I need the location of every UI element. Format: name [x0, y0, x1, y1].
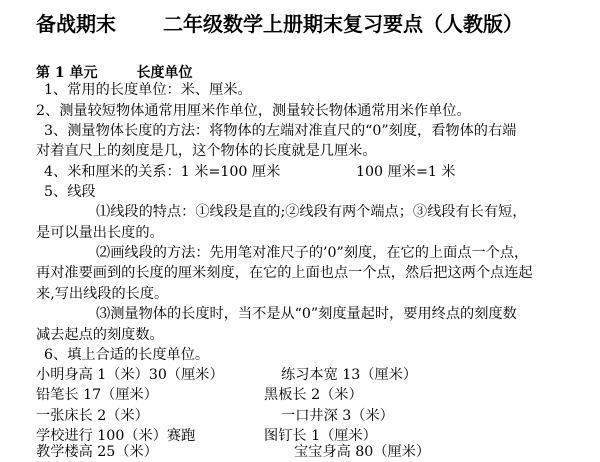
fill-item-right: 宝宝身高 80（厘米）	[294, 444, 431, 460]
fill-item-right: 练习本宽 13（厘米）	[281, 367, 418, 383]
segment-feature-line-2: 是可以量出长度的。	[36, 225, 164, 241]
point-2: 2、测量较短物体通常用厘米作单位，测量较长物体通常用米作单位。	[36, 103, 471, 119]
segment-draw-line-3: 来,写出线段的长度。	[36, 286, 169, 302]
fill-item-right: 一口井深 3（米）	[281, 408, 394, 424]
segment-draw-line-1: ⑵画线段的方法：先用笔对准尺子的’0”刻度，在它的上面点一个点，	[96, 245, 529, 261]
fill-item-right: 图钉长 1（厘米）	[264, 428, 377, 444]
point-3-line-2: 对着直尺上的刻度是几，这个物体的长度就是几厘米。	[36, 143, 377, 159]
segment-draw-line-2: 再对准要画到的长度的厘米刻度，在它的上面也点一个点，然后把这两个点连起	[36, 265, 533, 281]
fill-item-left: 教学楼高 25（米）	[36, 444, 158, 460]
fill-item-left: 铅笔长 17（厘米）	[36, 387, 158, 403]
segment-feature-line-1: ⑴线段的特点：①线段是直的;②线段有两个端点；③线段有长有短，	[96, 204, 527, 220]
measure-line-2: 减去起点的刻度数。	[36, 327, 164, 343]
unit-heading: 第 1 单元 长度单位	[36, 65, 193, 81]
point-4-cm-meter: 100 厘米=1 米	[356, 164, 456, 180]
measure-line-1: ⑶测量物体的长度时，当不是从“0”刻度量起时，要用终点的刻度数	[96, 306, 517, 322]
point-5-heading: 5、线段	[44, 184, 96, 200]
fill-item-right: 黑板长 2（米）	[264, 387, 363, 403]
document-title: 备战期末 二年级数学上册期末复习要点（人教版）	[36, 12, 523, 36]
point-4-meter-cm: 4、米和厘米的关系：1 米=100 厘米	[44, 164, 281, 180]
fill-item-left: 一张床长 2（米）	[36, 408, 149, 424]
point-1: 1、常用的长度单位：米、厘米。	[44, 82, 252, 98]
point-6-heading: 6、填上合适的长度单位。	[44, 347, 210, 363]
fill-item-left: 小明身高 1（米）30（厘米）	[36, 367, 224, 383]
fill-item-left: 学校进行 100（米）赛跑	[36, 428, 196, 444]
point-3-line-1: 3、测量物体长度的方法：将物体的左端对准直尺的“0”刻度，看物体的右端	[44, 123, 517, 139]
